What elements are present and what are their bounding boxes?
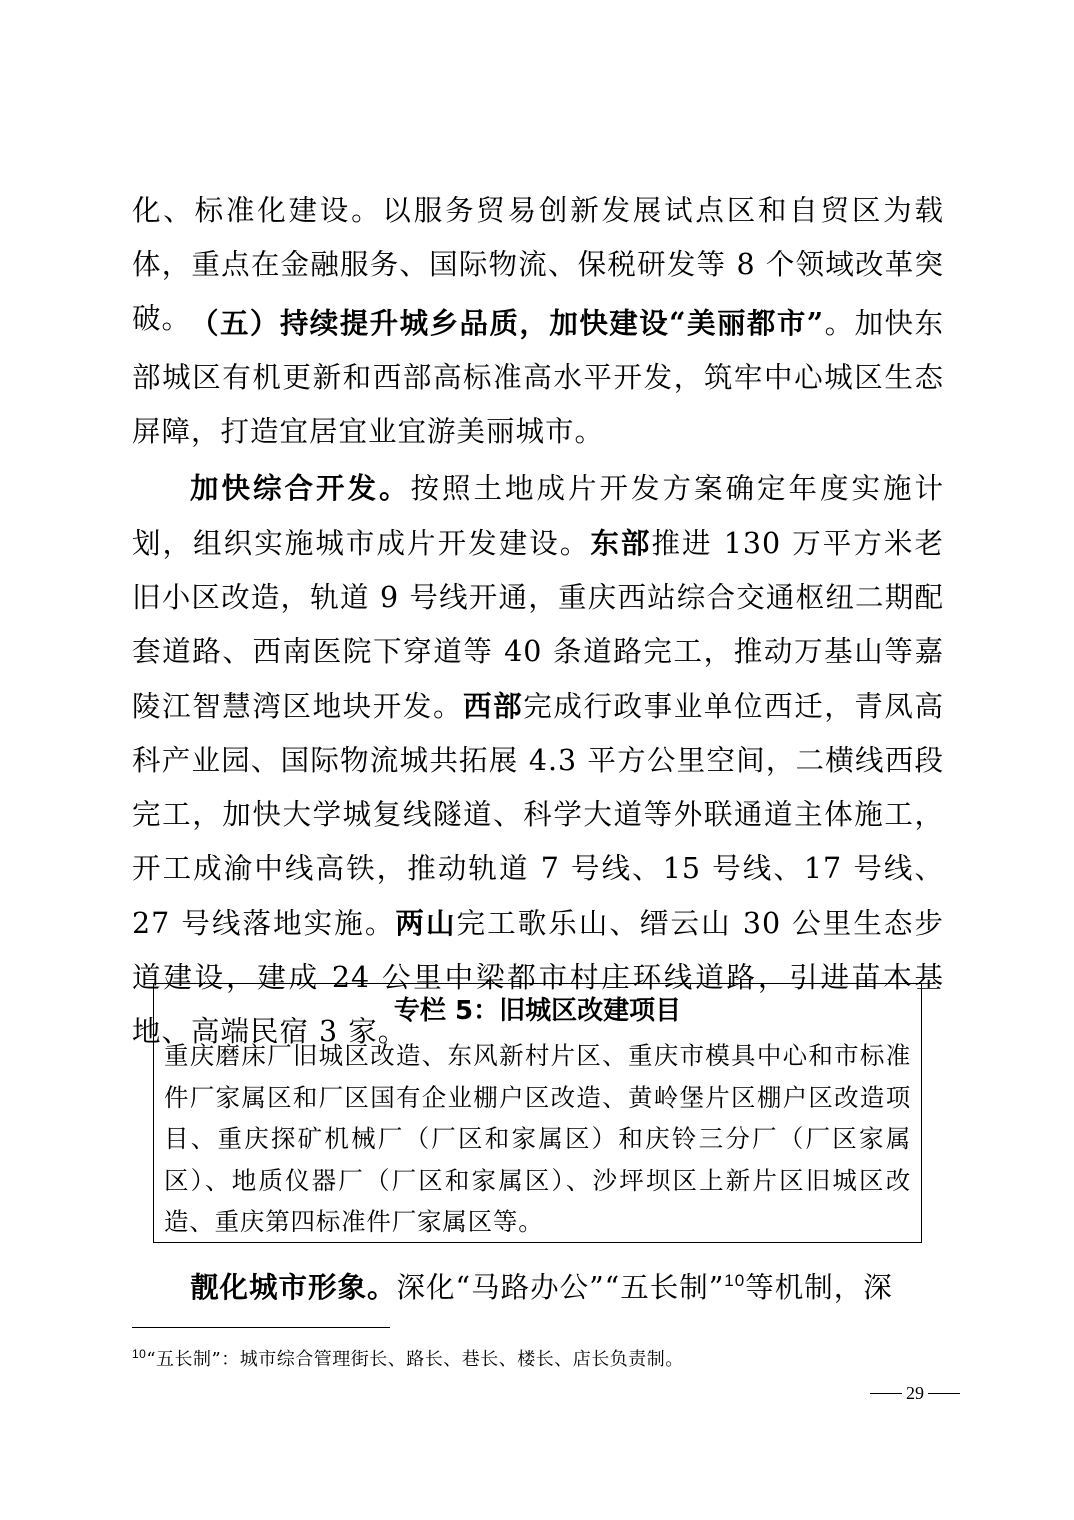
column-box: [153, 983, 922, 1243]
paragraph-text: 按照土地成片开发方案确定年度实施计划，组织实施城市成片开发建设。: [132, 472, 944, 560]
footnote: [132, 1341, 684, 1373]
west-text: 完成行政事业单位西迁，青凤高科产业园、国际物流城共拓展 4.3 平方公里空间，二横线西段完工，加快大学城复线隧道、科学大道等外联通道主体施工，开工成渝中线高铁，推动轨道 7 号线、15 号线、17 号线、27 号线落地实施。: [132, 690, 944, 940]
column-box-title: 专栏 5：旧城区改建项目: [393, 996, 682, 1026]
section-heading: （五）持续提升城乡品质，加快建设“美丽都市”: [190, 306, 825, 340]
east-label: 东部: [590, 526, 652, 560]
mountains-label: 两山: [395, 906, 457, 940]
west-label: 西部: [463, 689, 524, 723]
mountains-text: 完工歌乐山、缙云山 30 公里生态步道建设，建成 24 公里中梁都市村庄环线道路，引进苗木基地、高端民宿 3 家。: [132, 907, 944, 1048]
paragraph-text: 。加快东部城区有机更新和西部高标准高水平开发，筑牢中心城区生态屏障，打造宜居宜业宜游美丽城市。: [132, 307, 944, 448]
column-box-body: 重庆磨床厂旧城区改造、东风新村片区、重庆市模具中心和市标准件厂家属区和厂区国有企业棚户区改造、黄岭堡片区棚户区改造项目、重庆探矿机械厂（厂区和家属区）和庆铃三分厂（厂区家属区）、地质仪器厂（厂区和家属区）、沙坪坝区上新片区旧城区改造、重庆第四标准件厂家属区等。: [164, 1041, 911, 1236]
footnote-text: “五长制”：城市综合管理街长、路长、巷长、楼长、店长负责制。: [146, 1349, 684, 1370]
paragraph-text: 深化“马路办公”“五长制”: [396, 1271, 725, 1304]
dash-left: [870, 1393, 902, 1394]
footnote-reference[interactable]: 10: [724, 1271, 746, 1290]
page-number-value: 29: [906, 1383, 924, 1403]
footnote-mark: 10: [132, 1347, 147, 1361]
page-number: [866, 1383, 964, 1404]
dash-right: [928, 1393, 960, 1394]
east-text: 推进 130 万平方米老旧小区改造，轨道 9 号线开通，重庆西站综合交通枢纽二期配套道路、西南医院下穿道等 40 条道路完工，推动万基山等嘉陵江智慧湾区地块开发。: [132, 527, 944, 723]
paragraph-text-after: 等机制，深: [745, 1271, 893, 1304]
city-image-paragraph: [132, 1254, 944, 1315]
paragraph-text: 化、标准化建设。以服务贸易创新发展试点区和自贸区为载体，重点在金融服务、国际物流、保税研发等 8 个领域改革突破。: [132, 194, 944, 335]
footnote-separator: [132, 1327, 390, 1328]
comprehensive-development-paragraph: [132, 461, 944, 1059]
lead-heading: 加快综合开发。: [190, 471, 411, 505]
section-five-paragraph: [132, 296, 944, 459]
lead-heading: 靓化城市形象。: [190, 1270, 397, 1304]
